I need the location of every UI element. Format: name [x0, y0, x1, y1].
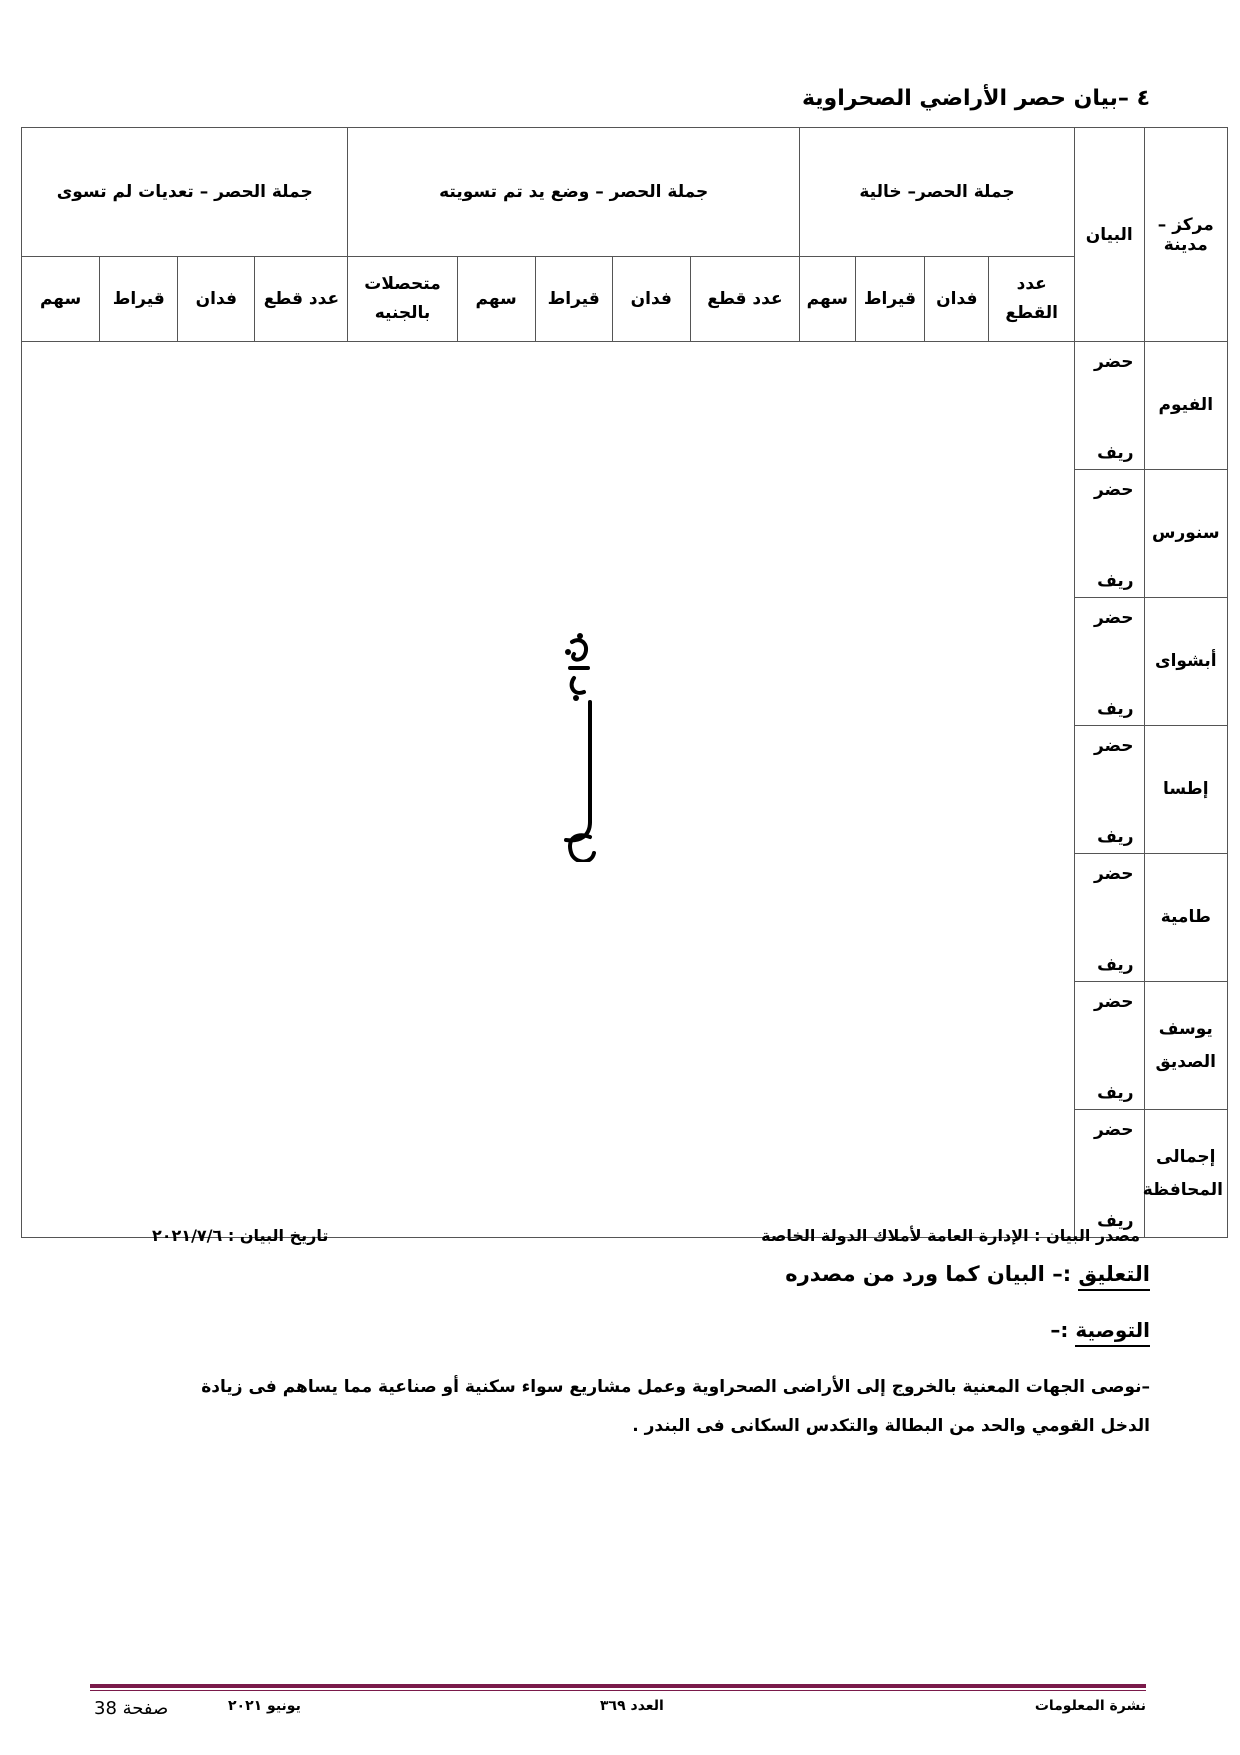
- subheader: عدد القطع: [989, 257, 1075, 342]
- urban-label: حضر: [1093, 1120, 1134, 1140]
- bayan-cell: [1075, 726, 1145, 854]
- urban-label: حضر: [1093, 480, 1134, 500]
- subheader: فدان: [925, 257, 989, 342]
- city-cell: أبشواى: [1144, 598, 1227, 726]
- subheader: سهم: [799, 257, 855, 342]
- city-cell: سنورس: [1144, 470, 1227, 598]
- city-cell: إجمالى المحافظة: [1144, 1110, 1227, 1238]
- data-source: مصدر البيان : الإدارة العامة لأملاك الدولة الخاصة: [761, 1226, 1140, 1245]
- subheader: فدان: [612, 257, 690, 342]
- urban-label: حضر: [1093, 736, 1134, 756]
- empty-data-area: [22, 342, 1075, 1238]
- footer-issue: العدد ٣٦٩: [600, 1698, 664, 1714]
- recommendation-suffix: :–: [1050, 1318, 1069, 1342]
- subheader: قيراط: [535, 257, 612, 342]
- rural-label: ريف: [1097, 1083, 1134, 1103]
- urban-label: حضر: [1093, 352, 1134, 372]
- city-cell: يوسف الصديق: [1144, 982, 1227, 1110]
- none-handwritten-mark: [550, 632, 610, 862]
- subheader: فدان: [178, 257, 255, 342]
- rural-label: ريف: [1097, 827, 1134, 847]
- comment-label: التعليق: [1078, 1262, 1150, 1291]
- recommendation-text: –نوصى الجهات المعنية بالخروج إلى الأراضى الصحراوية وعمل مشاريع سواء سكنية أو صناعية مما يساهم فى زيادة الدخل القومي والحد من البطالة والتكدس السكانى فى البندر .: [201, 1377, 1150, 1437]
- comment-text: :– البيان كما ورد من مصدره: [785, 1262, 1072, 1286]
- bayan-cell: [1075, 598, 1145, 726]
- header-group-unsettled: جملة الحصر – تعديات لم تسوى: [22, 128, 348, 257]
- bayan-cell: [1075, 854, 1145, 982]
- desert-land-table: [21, 127, 1228, 1238]
- subheader: قيراط: [855, 257, 925, 342]
- rural-label: ريف: [1097, 443, 1134, 463]
- comment: [785, 1262, 1150, 1286]
- urban-label: حضر: [1093, 992, 1134, 1012]
- header-group-settled: جملة الحصر – وضع يد تم تسويته: [348, 128, 800, 257]
- rural-label: ريف: [1097, 699, 1134, 719]
- urban-label: حضر: [1093, 864, 1134, 884]
- data-date: تاريخ البيان : ٢٠٢١/٧/٦: [152, 1226, 329, 1245]
- rural-label: ريف: [1097, 1211, 1134, 1231]
- page-title: ٤ –بيان حصر الأراضي الصحراوية: [801, 86, 1150, 111]
- footer-date: يونيو ٢٠٢١: [228, 1698, 301, 1714]
- bayan-cell: [1075, 1110, 1145, 1238]
- recommendation: [1050, 1318, 1150, 1342]
- subheader: عدد قطع: [255, 257, 348, 342]
- city-cell: الفيوم: [1144, 342, 1227, 470]
- city-cell: طامية: [1144, 854, 1227, 982]
- bayan-cell: [1075, 342, 1145, 470]
- subheader: متحصلات بالجنيه: [348, 257, 457, 342]
- subheader: سهم: [457, 257, 535, 342]
- bayan-cell: [1075, 982, 1145, 1110]
- rural-label: ريف: [1097, 571, 1134, 591]
- header-city: مركز – مدينة: [1144, 128, 1227, 342]
- footer-page-number: صفحة 38: [94, 1698, 169, 1719]
- subheader: قيراط: [100, 257, 178, 342]
- bayan-cell: [1075, 470, 1145, 598]
- header-group-vacant: جملة الحصر– خالية: [799, 128, 1074, 257]
- subheader: سهم: [22, 257, 100, 342]
- footer-rule: [90, 1684, 1146, 1688]
- subheader: عدد قطع: [690, 257, 799, 342]
- footer-rule-thin: [90, 1690, 1146, 1691]
- footer-publication: نشرة المعلومات: [1034, 1698, 1146, 1714]
- header-bayan: البيان: [1075, 128, 1145, 342]
- urban-label: حضر: [1093, 608, 1134, 628]
- recommendation-label: التوصية: [1075, 1318, 1150, 1347]
- city-cell: إطسا: [1144, 726, 1227, 854]
- rural-label: ريف: [1097, 955, 1134, 975]
- table-row: [22, 342, 1228, 470]
